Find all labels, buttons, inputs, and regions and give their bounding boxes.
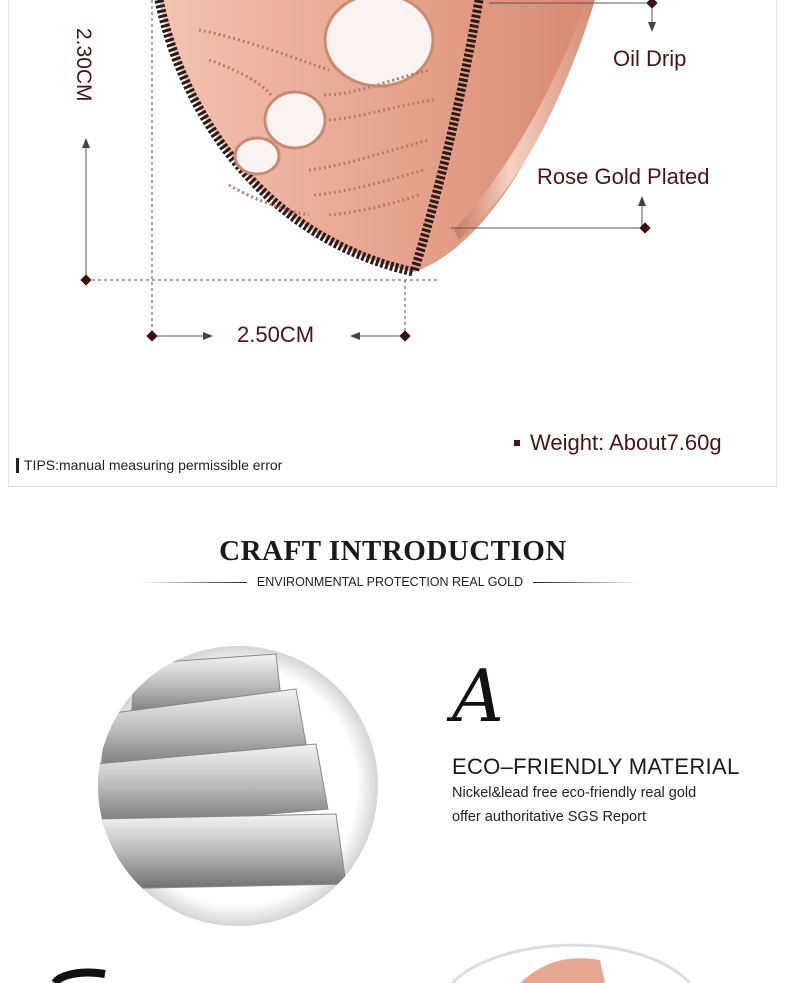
tips-text: TIPS:manual measuring permissible error — [24, 457, 283, 473]
rose-gold-callout: Rose Gold Plated — [537, 164, 710, 189]
bullet-icon — [514, 440, 520, 446]
craft-subtitle-row — [140, 575, 640, 589]
divider-line-left — [140, 582, 247, 583]
oil-drip-callout: Oil Drip — [613, 46, 687, 71]
tips-bar-icon — [16, 458, 19, 473]
spec-panel — [8, 0, 777, 487]
feature-description-line-2: offer authoritative SGS Report — [452, 809, 646, 825]
craft-subtitle: ENVIRONMENTAL PROTECTION REAL GOLD — [256, 575, 524, 589]
tips-row — [16, 457, 282, 473]
width-dimension-label: 2.50CM — [237, 322, 315, 347]
weight-row — [514, 430, 722, 456]
feature-title: ECO–FRIENDLY MATERIAL — [452, 754, 740, 779]
silver-bars-image — [96, 644, 380, 928]
oil-drip-oval-mid — [265, 92, 325, 148]
weight-text: Weight: About7.60g — [530, 430, 722, 455]
decorative-letter-b-fragment — [55, 973, 105, 983]
height-dimension-label: 2.30CM — [72, 28, 95, 102]
divider-line-right — [533, 582, 640, 583]
next-section-preview — [0, 930, 786, 983]
oil-drip-oval-small — [235, 138, 279, 174]
feature-description-line-1: Nickel&lead free eco-friendly real gold — [452, 785, 697, 801]
craft-title: CRAFT INTRODUCTION — [219, 535, 567, 567]
ring-dimension-illustration — [9, 0, 777, 487]
section-letter: A — [452, 654, 504, 738]
